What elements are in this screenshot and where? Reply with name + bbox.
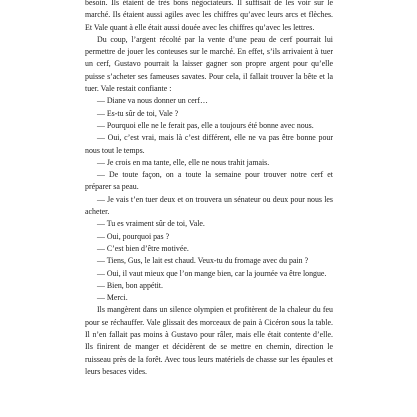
book-page xyxy=(85,0,333,378)
dialogue-line: — Oui, pourquoi pas ? xyxy=(97,231,170,241)
dialogue-line: — Es-tu sûr de toi, Vale ? xyxy=(97,108,179,118)
dialogue-line: — Diane va nous donner un cerf… xyxy=(97,96,208,106)
dialogue-line: — Tu es vraiment sûr de toi, Vale. xyxy=(97,219,205,229)
dialogue-line: — Je vais t’en tuer deux et on trouvera un sénateur ou deux pour nous les acheter. xyxy=(85,194,333,217)
paragraph-1: besoin. Ils étaient de très bons négociateurs. Il suffisait de les voir sur le marché. Ils étaient aussi agiles avec les chiffres qu’avec leurs arcs et flèches. Et Vale quant à elle était aussi douée avec les chiffres qu’avec les lettres. xyxy=(85,0,333,32)
dialogue-line: — C’est bien d’être motivée. xyxy=(97,243,189,253)
dialogue-line: — Pourquoi elle ne le ferait pas, elle a toujours été bonne avec nous. xyxy=(97,120,314,130)
paragraph-2: Du coup, l’argent récolté par la vente d’une peau de cerf pourrait lui permettre de jouer les conteuses sur le marché. En effet, s’ils arrivaient à tuer un cerf, Gustavo pourrait la laisser gagner son propre argent pour qu’elle puisse s’acheter ses fameuses savates. Pour cela, il fallait trouver la bête et la tuer. Vale restait confiante : xyxy=(85,34,333,94)
dialogue-line: — Je crois en ma tante, elle, elle ne nous trahit jamais. xyxy=(97,157,270,167)
dialogue-line: — Tiens, Gus, le lait est chaud. Veux-tu du fromage avec du pain ? xyxy=(97,256,309,266)
dialogue-line: — Oui, c’est vrai, mais là c’est différent, elle ne va pas être bonne pour nous tout le temps. xyxy=(85,133,333,155)
dialogue-line: — Bien, bon appétit. xyxy=(97,280,163,290)
paragraph-final: Ils mangèrent dans un silence olympien et profitèrent de la chaleur du feu pour se réchauffer. Vale glissait des morceaux de pain à Cicéron sous la table. Il n’en fallait pas moins à Gustavo pour râler, mais elle était contente d’elle. Ils finirent de manger et décidèrent de se mettre en chemin, direction le ruisseau près de la forêt. Avec tous leurs matériels de chasse sur les épaules et leurs besaces vides. xyxy=(85,305,333,376)
dialogue-line: — Merci. xyxy=(97,293,128,303)
dialogue-line: — De toute façon, on a toute la semaine pour trouver notre cerf et préparer sa peau. xyxy=(85,170,333,192)
dialogue-line: — Oui, il vaut mieux que l’on mange bien, car la journée va être longue. xyxy=(97,268,327,278)
